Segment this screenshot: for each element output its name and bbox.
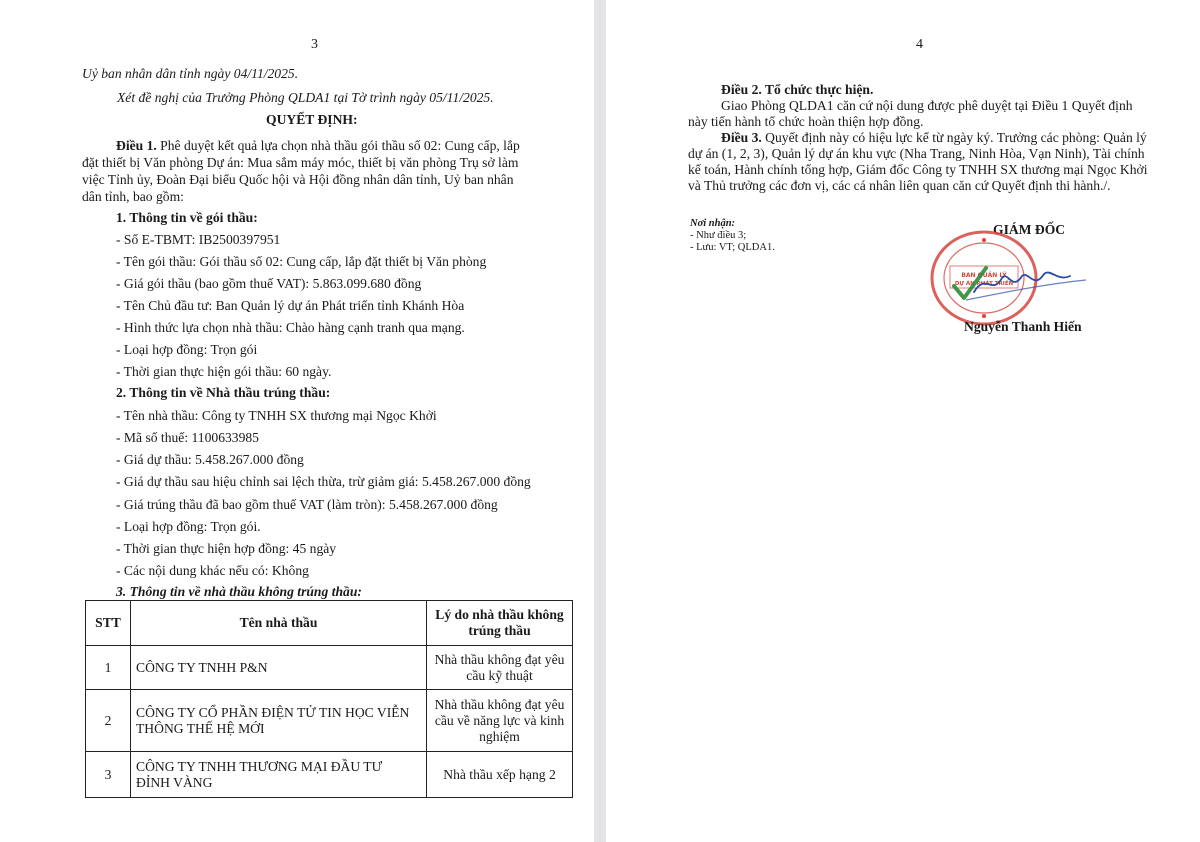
- section-2-title: 2. Thông tin về Nhà thầu trúng thầu:: [116, 385, 331, 400]
- article-1-line-4: dân tỉnh, bao gồm:: [82, 189, 184, 204]
- article-3-line-1: Điều 3. Quyết định này có hiệu lực kể từ ngày ký. Trưởng các phòng: Quản lý: [721, 130, 1147, 145]
- header-stt: STT: [86, 601, 131, 646]
- recipients-title: Nơi nhận:: [690, 218, 736, 229]
- section-2-item: - Giá dự thầu sau hiệu chỉnh sai lệch thừa, trừ giảm giá: 5.458.267.000 đồng: [116, 474, 531, 489]
- header-bidder-name: Tên nhà thầu: [131, 601, 427, 646]
- section-1-item: - Số E-TBMT: IB2500397951: [116, 232, 281, 247]
- article-3-label: Điều 3.: [721, 130, 762, 145]
- signer-name: Nguyễn Thanh Hiến: [964, 319, 1082, 334]
- page-number: 3: [311, 37, 318, 52]
- section-2-item: - Các nội dung khác nếu có: Không: [116, 563, 309, 578]
- article-3-line-3: kế toán, Hành chính tổng hợp, Giám đốc Công ty TNHH SX thương mại Ngọc Khởi: [688, 162, 1148, 177]
- page-gutter: [594, 0, 606, 842]
- section-3-title: 3. Thông tin về nhà thầu không trúng thầu:: [116, 584, 362, 599]
- article-1-line-3: việc Tỉnh ủy, Đoàn Đại biểu Quốc hội và Hội đồng nhân dân tỉnh, Uỷ ban nhân: [82, 172, 514, 187]
- article-3-line-4: và Thủ trưởng các đơn vị, các cá nhân liên quan căn cứ Quyết định thi hành./.: [688, 178, 1111, 193]
- table-header-row: [86, 601, 573, 646]
- article-2-line-1: Giao Phòng QLDA1 căn cứ nội dung được phê duyệt tại Điều 1 Quyết định: [721, 98, 1133, 113]
- section-2-item: - Mã số thuế: 1100633985: [116, 430, 259, 445]
- row-reason: Nhà thầu không đạt yêu cầu kỹ thuật: [427, 646, 573, 690]
- section-1-item: - Thời gian thực hiện gói thầu: 60 ngày.: [116, 364, 332, 379]
- row-bidder-name: CÔNG TY CỔ PHẦN ĐIỆN TỬ TIN HỌC VIỄN THÔNG THẾ HỆ MỚI: [131, 690, 427, 752]
- section-2-item: - Giá dự thầu: 5.458.267.000 đồng: [116, 452, 304, 467]
- article-2-title: Điều 2. Tổ chức thực hiện.: [721, 82, 874, 97]
- section-2-item: - Giá trúng thầu đã bao gồm thuế VAT (làm tròn): 5.458.267.000 đồng: [116, 497, 498, 512]
- section-1-item: - Hình thức lựa chọn nhà thầu: Chào hàng cạnh tranh qua mạng.: [116, 320, 465, 335]
- section-1-item: - Giá gói thầu (bao gồm thuế VAT): 5.863.099.680 đồng: [116, 276, 422, 291]
- table-row: [86, 646, 573, 690]
- row-stt: 2: [86, 690, 131, 752]
- row-stt: 1: [86, 646, 131, 690]
- section-2-item: - Tên nhà thầu: Công ty TNHH SX thương mại Ngọc Khởi: [116, 408, 437, 423]
- intro-line-1: Uỷ ban nhân dân tỉnh ngày 04/11/2025.: [82, 66, 299, 81]
- section-1-item: - Loại hợp đồng: Trọn gói: [116, 342, 258, 357]
- signer-title: GIÁM ĐỐC: [993, 222, 1066, 237]
- section-1-item: - Tên Chủ đầu tư: Ban Quản lý dự án Phát triển tỉnh Khánh Hòa: [116, 298, 465, 313]
- article-2-line-2: này tiến hành tổ chức hoàn thiện hợp đồng.: [688, 114, 924, 129]
- header-reason: Lý do nhà thầu không trúng thầu: [427, 601, 573, 646]
- row-stt: 3: [86, 752, 131, 798]
- recipient-item: - Như điều 3;: [690, 230, 747, 241]
- section-1-item: - Tên gói thầu: Gói thầu số 02: Cung cấp, lắp đặt thiết bị Văn phòng: [116, 254, 487, 269]
- row-bidder-name: CÔNG TY TNHH THƯƠNG MẠI ĐẦU TƯ ĐỈNH VÀNG: [131, 752, 427, 798]
- document-page-4: [606, 0, 1200, 842]
- article-3-line-2: dự án (1, 2, 3), Quản lý dự án khu vực (Nha Trang, Ninh Hòa, Vạn Ninh), Tài chính: [688, 146, 1145, 161]
- article-1-label: Điều 1.: [116, 138, 157, 153]
- decision-heading: QUYẾT ĐỊNH:: [266, 112, 358, 127]
- losing-bidders-table: [85, 600, 573, 798]
- section-2-item: - Thời gian thực hiện hợp đồng: 45 ngày: [116, 541, 337, 556]
- row-reason: Nhà thầu không đạt yêu cầu về năng lực và kinh nghiệm: [427, 690, 573, 752]
- row-reason: Nhà thầu xếp hạng 2: [427, 752, 573, 798]
- article-1-line-1: Điều 1. Phê duyệt kết quả lựa chọn nhà thầu gói thầu số 02: Cung cấp, lắp: [116, 138, 520, 153]
- table-row: [86, 752, 573, 798]
- recipient-item: - Lưu: VT; QLDA1.: [690, 242, 775, 253]
- table-row: [86, 690, 573, 752]
- intro-line-2: Xét đề nghị của Trưởng Phòng QLDA1 tại Tờ trình ngày 05/11/2025.: [117, 90, 494, 105]
- svg-text:DỰ ÁN PHÁT TRIỂN: DỰ ÁN PHÁT TRIỂN: [954, 281, 1014, 287]
- signature-icon: [946, 262, 1096, 310]
- page-number: 4: [916, 37, 923, 52]
- document-page-3: [0, 0, 594, 842]
- article-1-line-2: đặt thiết bị Văn phòng Dự án: Mua sắm máy móc, thiết bị văn phòng Trụ sở làm: [82, 155, 519, 170]
- section-2-item: - Loại hợp đồng: Trọn gói.: [116, 519, 261, 534]
- row-bidder-name: CÔNG TY TNHH P&N: [131, 646, 427, 690]
- svg-text:BAN QUẢN LÝ: BAN QUẢN LÝ: [961, 272, 1007, 279]
- section-1-title: 1. Thông tin về gói thầu:: [116, 210, 258, 225]
